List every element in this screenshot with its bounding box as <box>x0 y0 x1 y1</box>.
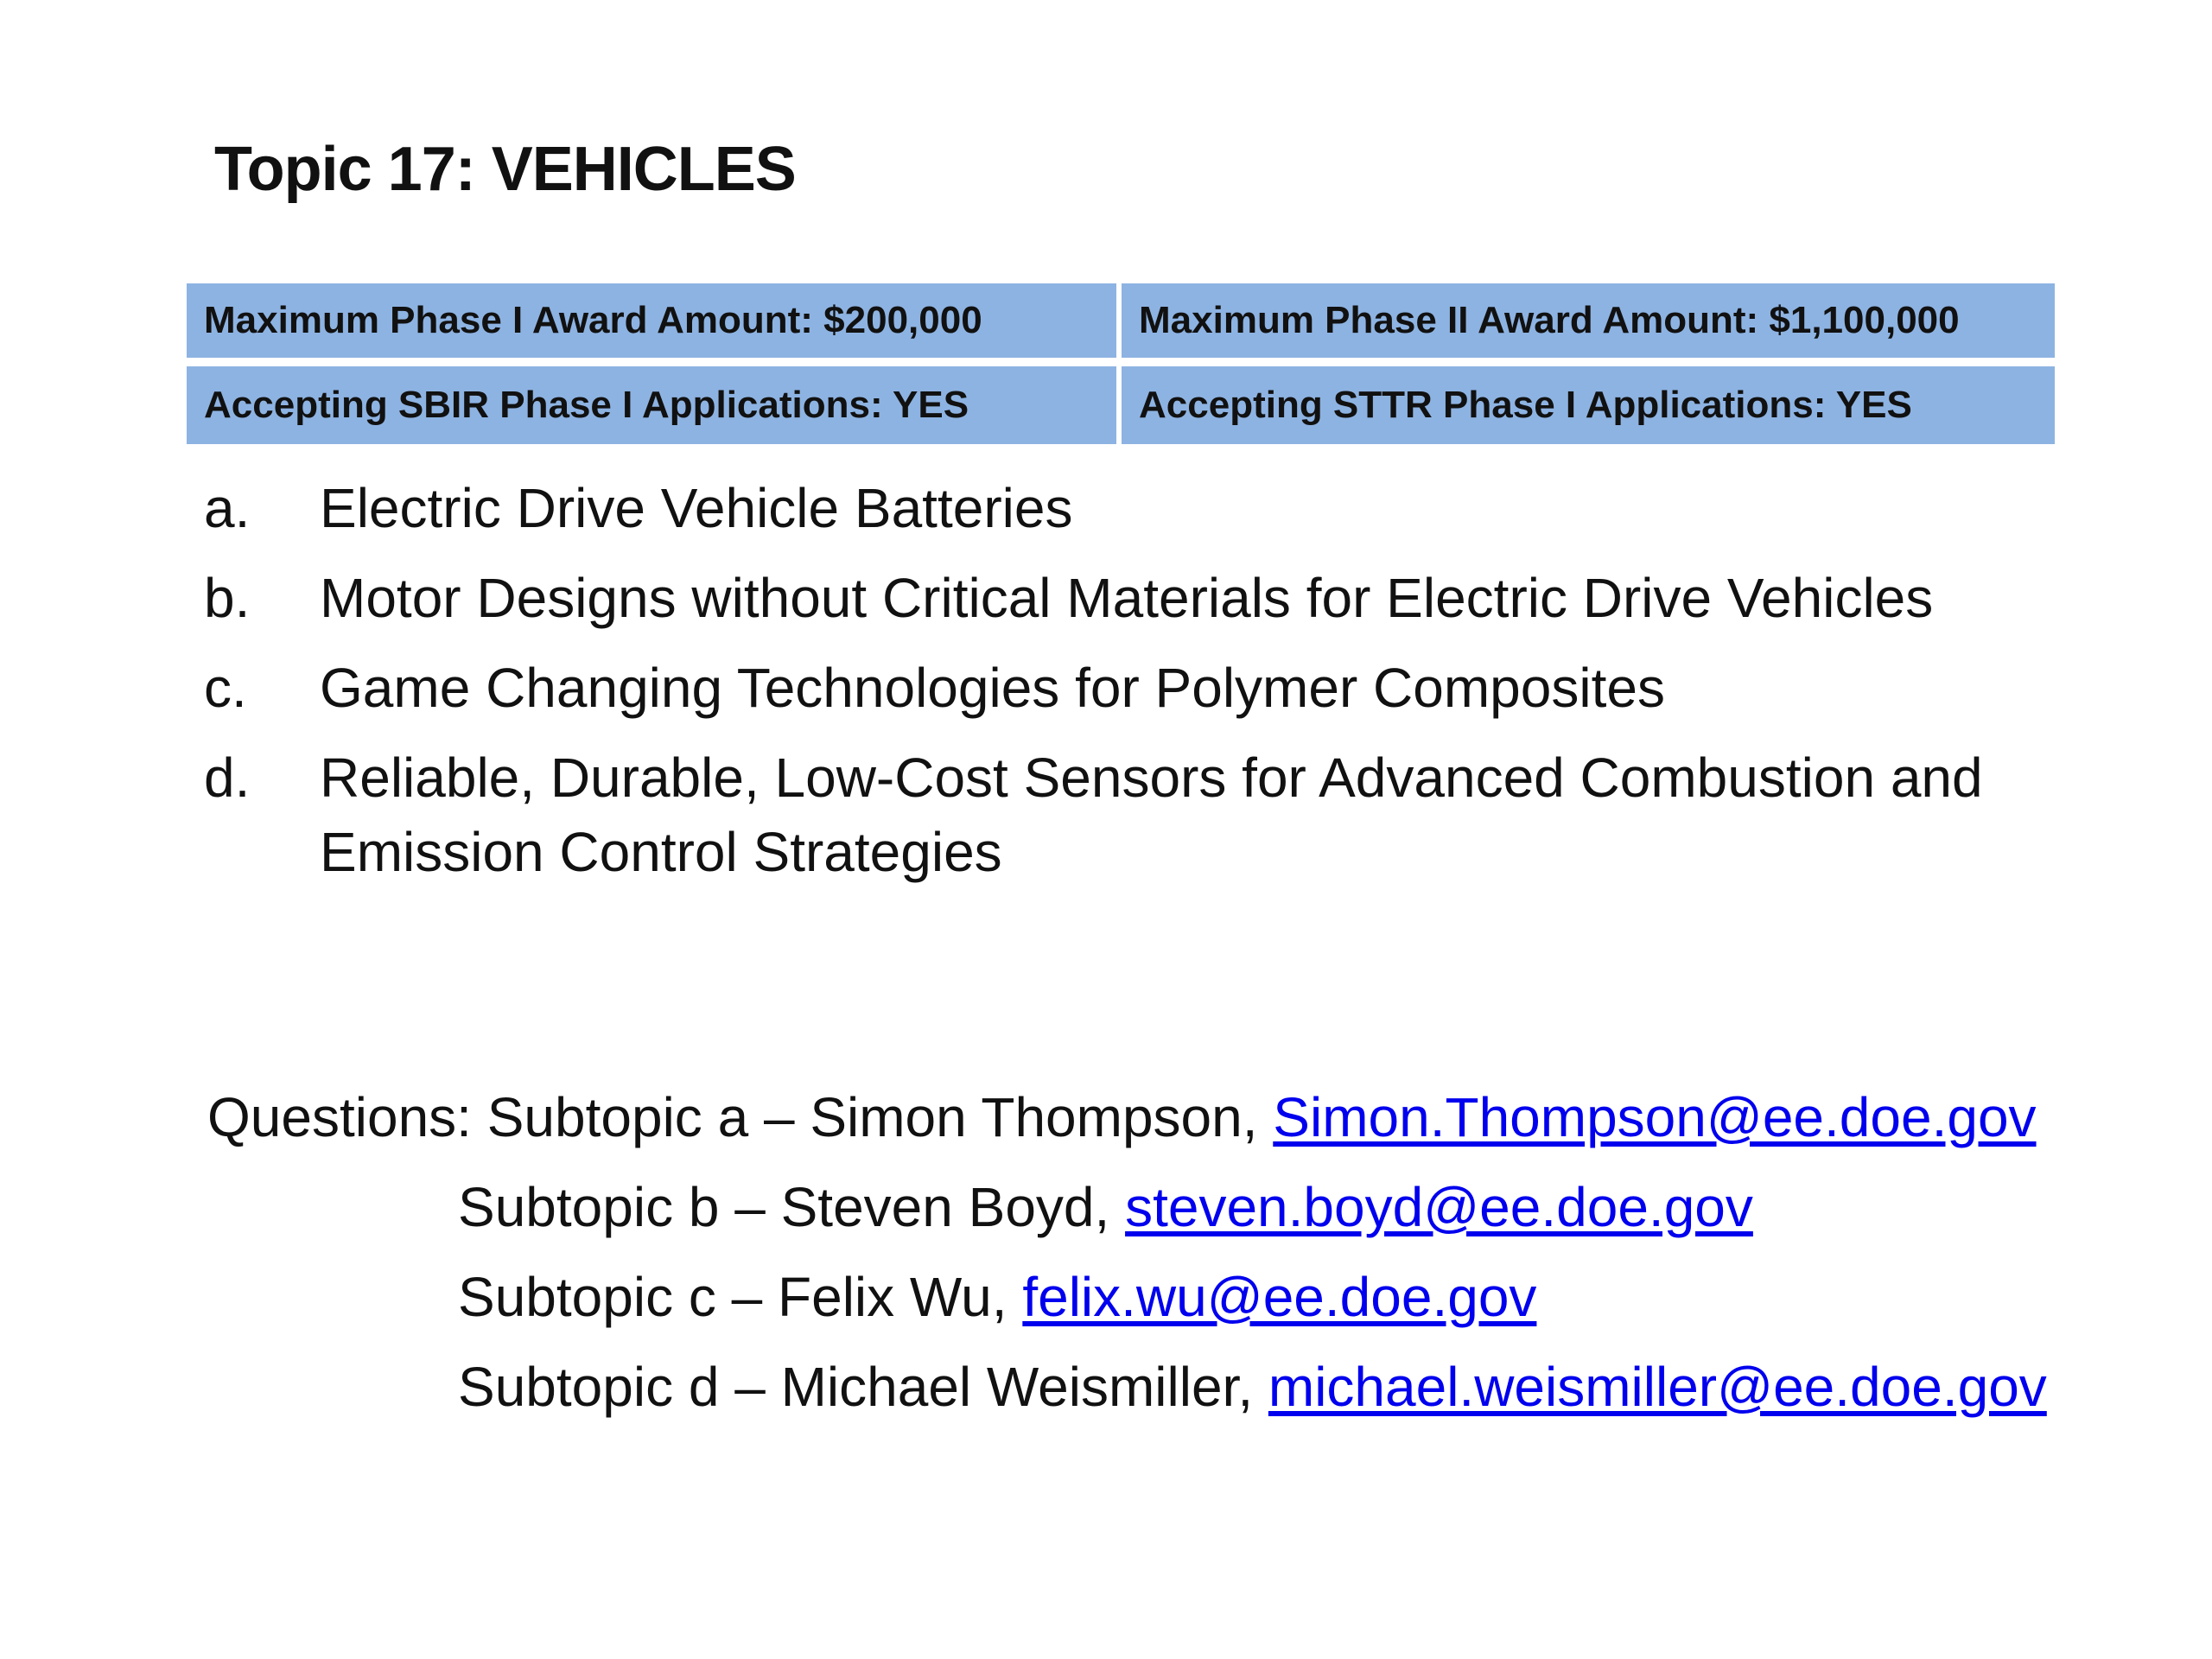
contact-label: Subtopic a – Simon Thompson, <box>486 1086 1274 1148</box>
contact-label: Subtopic d – Michael Weismiller, <box>458 1356 1268 1418</box>
email-link[interactable]: felix.wu@ee.doe.gov <box>1022 1266 1537 1328</box>
subtopic-text: Motor Designs without Critical Materials for Electric Drive Vehicles <box>320 567 1934 629</box>
sttr-accepting-cell: Accepting STTR Phase I Applications: YES <box>1122 366 2055 444</box>
subtopic-list <box>204 471 2191 905</box>
contact-line <box>207 1260 2047 1350</box>
list-item <box>204 471 2191 545</box>
list-item <box>204 561 2191 635</box>
questions-section <box>207 1080 2047 1440</box>
contact-label: Subtopic b – Steven Boyd, <box>458 1176 1126 1238</box>
award-table <box>187 283 2055 444</box>
subtopic-text: Electric Drive Vehicle Batteries <box>320 477 1073 539</box>
phase2-award-cell: Maximum Phase II Award Amount: $1,100,000 <box>1122 283 2055 358</box>
email-link[interactable]: michael.weismiller@ee.doe.gov <box>1268 1356 2047 1418</box>
subtopic-letter: a. <box>204 477 251 539</box>
list-item <box>204 651 2191 725</box>
subtopic-letter: b. <box>204 567 251 629</box>
list-item <box>204 741 2191 889</box>
questions-lead: Questions: <box>207 1086 487 1148</box>
subtopic-text: Reliable, Durable, Low-Cost Sensors for Advanced Combustion and Emission Control Strategies <box>320 747 1983 883</box>
contact-line <box>207 1170 2047 1260</box>
contact-label: Subtopic c – Felix Wu, <box>458 1266 1023 1328</box>
subtopic-letter: c. <box>204 657 247 719</box>
contact-line <box>207 1080 2047 1170</box>
sbir-accepting-cell: Accepting SBIR Phase I Applications: YES <box>187 366 1116 444</box>
subtopic-letter: d. <box>204 747 251 809</box>
page-title: Topic 17: VEHICLES <box>214 135 796 204</box>
contact-line <box>207 1350 2047 1440</box>
subtopic-text: Game Changing Technologies for Polymer Composites <box>320 657 1665 719</box>
email-link[interactable]: steven.boyd@ee.doe.gov <box>1125 1176 1753 1238</box>
phase1-award-cell: Maximum Phase I Award Amount: $200,000 <box>187 283 1116 358</box>
email-link[interactable]: Simon.Thompson@ee.doe.gov <box>1273 1086 2037 1148</box>
